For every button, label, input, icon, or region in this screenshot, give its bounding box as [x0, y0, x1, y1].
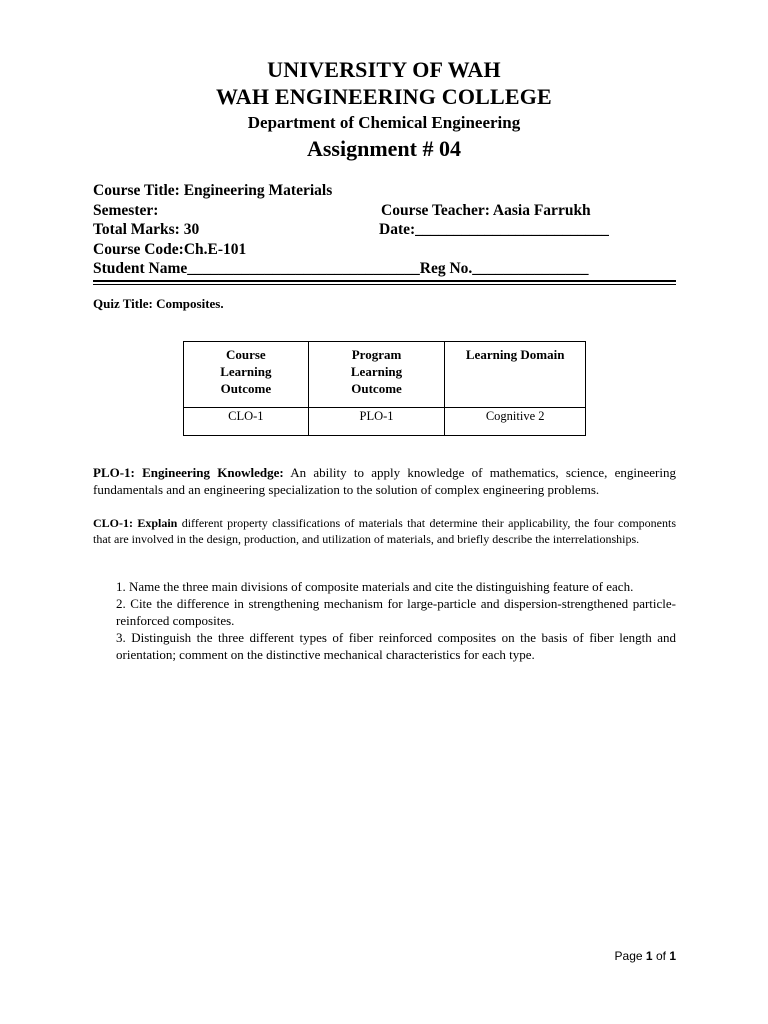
page-total: 1	[669, 949, 676, 963]
table-row	[184, 408, 586, 436]
semester-label: Semester:	[93, 201, 159, 219]
table-header-row	[184, 342, 586, 408]
page-word: Page	[614, 949, 643, 963]
outcomes-table	[183, 341, 586, 436]
plo-description	[93, 464, 676, 498]
page-current: 1	[645, 949, 653, 963]
college-name: WAH ENGINEERING COLLEGE	[216, 84, 552, 109]
header-divider-thick	[93, 280, 676, 282]
clo-description	[93, 516, 676, 548]
header-learning-domain: Learning Domain	[445, 342, 586, 408]
document-header	[0, 56, 768, 163]
department-name: Department of Chemical Engineering	[247, 113, 521, 132]
page-number	[615, 949, 676, 963]
clo-text: different property classifications of materials that determine their applicability, the four components that are involved in the design, production, and utilization of materials, and briefly describe the interrelationships.	[93, 516, 676, 546]
clo-label: CLO-1: Explain	[93, 516, 178, 530]
student-row	[93, 259, 675, 279]
list-item: 3. Distinguish the three different types of fiber reinforced composites on the basis of fiber length and orientation; comment on the distinctive mechanical characteristics for each type.	[116, 630, 676, 662]
course-title: Course Title: Engineering Materials	[93, 182, 333, 199]
header-program-learning-outcome: Program Learning Outcome	[308, 342, 445, 408]
course-title-row	[93, 181, 675, 201]
total-marks: Total Marks: 30	[93, 221, 200, 238]
plo-text: An ability to apply knowledge of mathematics, science, engineering fundamentals and an engineering specialization to the solution of complex engineering problems.	[93, 465, 676, 497]
assignment-title: Assignment # 04	[306, 136, 461, 161]
header-course-learning-outcome: Course Learning Outcome	[184, 342, 309, 408]
cell-domain: Cognitive 2	[445, 408, 586, 436]
of-word: of	[655, 949, 666, 963]
course-code: Course Code:Ch.E-101	[93, 240, 247, 258]
list-item: 2. Cite the difference in strengthening mechanism for large-particle and dispersion-strengthened particle-reinforced composites.	[116, 596, 676, 628]
cell-plo: PLO-1	[308, 408, 445, 436]
plo-label: PLO-1: Engineering Knowledge:	[93, 465, 284, 480]
semester-row	[93, 201, 675, 221]
date-field: Date:_________________________	[379, 221, 609, 238]
list-item: 1. Name the three main divisions of composite materials and cite the distinguishing feature of each.	[116, 579, 634, 594]
course-teacher: Course Teacher: Aasia Farrukh	[381, 201, 591, 219]
student-name-reg-no: Student Name______________________________Reg No._______________	[93, 260, 589, 277]
question-list	[116, 578, 676, 663]
university-name: UNIVERSITY OF WAH	[267, 57, 501, 82]
header-divider-thin	[93, 284, 676, 285]
marks-row	[93, 220, 675, 240]
course-code-row	[93, 240, 675, 260]
quiz-title: Quiz Title: Composites.	[93, 296, 224, 311]
cell-clo: CLO-1	[184, 408, 309, 436]
course-info	[93, 181, 675, 279]
